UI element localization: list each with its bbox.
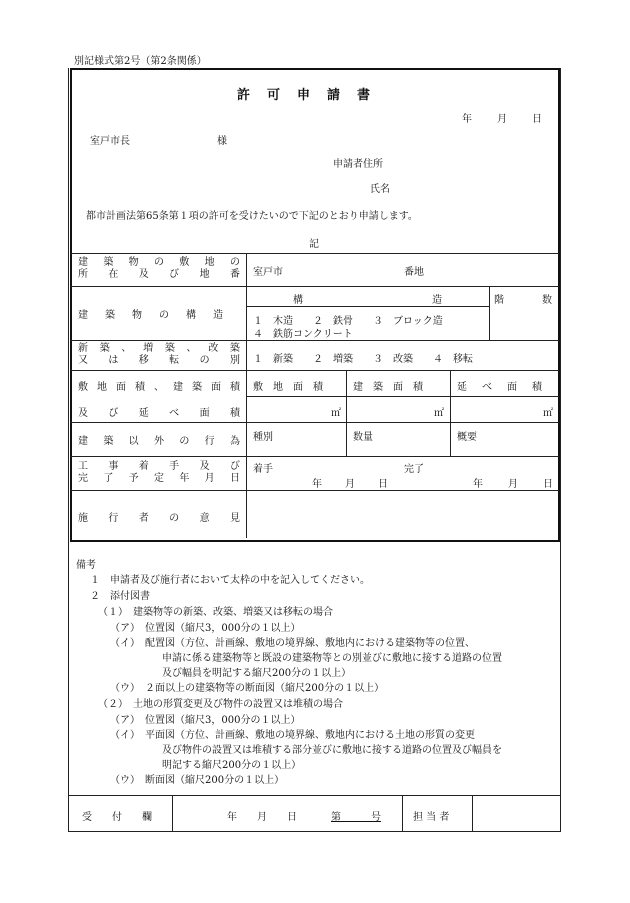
site-label: 建 築 物 の 敷 地 の 所 在 及 び 地 番 [78, 257, 240, 280]
start-year: 年 [312, 479, 322, 490]
note-a: （１） 建築物等の新築、改築、増築又は移転の場合 [98, 607, 333, 618]
date-month: 月 [497, 114, 507, 125]
type-options: １ 新築 ２ 増築 ３ 改築 ４ 移転 [253, 354, 473, 365]
site-banchi: 番地 [404, 267, 424, 278]
addressee-sama: 様 [217, 136, 227, 147]
date-day: 日 [532, 114, 542, 125]
rule [70, 422, 559, 423]
total-area-unit: ㎡ [543, 408, 553, 419]
date-year: 年 [462, 114, 472, 125]
structure-head: 構 [293, 295, 303, 306]
site-city: 室戸市 [253, 267, 283, 278]
site-area-unit: ㎡ [331, 408, 341, 419]
applicant-name: 氏名 [370, 184, 390, 195]
rule [70, 286, 559, 287]
structure-options-1: １ 木造 ２ 鉄骨 ３ ブロック造 [253, 316, 443, 327]
note-a2b: 申請に係る建築物等と既設の建築物等との別並びに敷地に接する道路の位置 [162, 653, 502, 664]
rule [172, 795, 173, 831]
rule [402, 795, 403, 831]
note-b1: （ア） 位置図（縮尺3，000分の１以上） [110, 715, 301, 726]
reception-staff: 担 当 者 [413, 812, 450, 823]
area-label-1: 敷 地 面 積 、 建 築 面 積 [78, 382, 240, 393]
reception-date: 年 月 日 [227, 812, 297, 823]
notes-heading: 備考 [76, 560, 96, 571]
rule [489, 286, 490, 340]
rule [450, 370, 451, 456]
rule [70, 370, 559, 371]
start-month: 月 [345, 479, 355, 490]
note-b2c: 明記する縮尺200分の１以上） [162, 760, 302, 771]
area-label-2: 及 び 延 べ 面 積 [78, 408, 240, 419]
note-a2c: 及び幅員を明記する縮尺200分の１以上） [162, 668, 352, 679]
summary-head: 概要 [457, 432, 477, 443]
note-1: １ 申請者及び施行者において太枠の中を記入してください。 [90, 575, 370, 586]
note-a2a: （イ） 配置図（方位、計画線、敷地の境界線、敷地内における建築物等の位置、 [110, 638, 475, 649]
building-area-unit: ㎡ [434, 408, 444, 419]
type-label: 新 築 、 増 築 、 改 築 又 は 移 転 の 別 [78, 343, 240, 366]
addressee: 室戸市長 [90, 136, 130, 147]
note-b3: （ウ） 断面図（縮尺200分の１以上） [110, 775, 285, 786]
qty-head: 数量 [353, 432, 373, 443]
done-year: 年 [473, 479, 483, 490]
start-label: 着手 [253, 464, 273, 475]
rule [70, 253, 559, 254]
floors-head: 階 [494, 295, 504, 306]
floors-head2: 数 [542, 295, 552, 306]
rule [246, 306, 489, 307]
structure-label: 建築物の構造 [78, 310, 240, 321]
reception-number: 第 号 [331, 812, 381, 823]
note-b2a: （イ） 平面図（方位、計画線、敷地の境界線、敷地内における土地の形質の変更 [110, 730, 475, 741]
start-day: 日 [378, 479, 388, 490]
note-b2b: 及び物件の設置又は堆積する部分並びに敷地に接する道路の位置及び幅員を [162, 745, 502, 756]
rule [472, 795, 473, 831]
rule [246, 253, 247, 538]
note-b: （２） 土地の形質変更及び物件の設置又は堆積の場合 [98, 699, 343, 710]
done-month: 月 [508, 479, 518, 490]
rule [70, 456, 559, 457]
form-title: 許 可 申 請 書 [237, 88, 373, 103]
building-area-head: 建築面積 [353, 382, 433, 393]
opinion-label: 施 行 者 の 意 見 [78, 513, 240, 524]
rule [246, 396, 559, 397]
structure-head2: 造 [432, 295, 442, 306]
rule [70, 490, 559, 491]
other-label: 建 築 以 外 の 行 為 [78, 436, 240, 447]
total-area-head: 延べ面積 [457, 382, 557, 393]
note-a1: （ア） 位置図（縮尺3，000分の１以上） [110, 623, 301, 634]
site-area-head: 敷地面積 [253, 382, 333, 393]
schedule-label: 工 事 着 手 及 び 完 了 予 定 年 月 日 [78, 461, 240, 484]
note-a3: （ウ） ２面以上の建築物等の断面図（縮尺200分の１以上） [110, 683, 385, 694]
rule [346, 370, 347, 456]
statement: 都市計画法第65条第１項の許可を受けたいので下記のとおり申請します。 [86, 211, 418, 222]
reception-label: 受 付 欄 [82, 812, 152, 823]
kind-head: 種別 [253, 432, 273, 443]
structure-options-2: ４ 鉄筋コンクリート [253, 329, 353, 340]
done-day: 日 [543, 479, 553, 490]
done-label: 完了 [404, 464, 424, 475]
ki: 記 [309, 239, 319, 250]
rule [70, 340, 559, 341]
applicant-address: 申請者住所 [333, 159, 383, 170]
header-note: 別記様式第2号（第2条関係） [74, 56, 207, 67]
rule [68, 795, 560, 796]
note-2: ２ 添付図書 [90, 591, 150, 602]
